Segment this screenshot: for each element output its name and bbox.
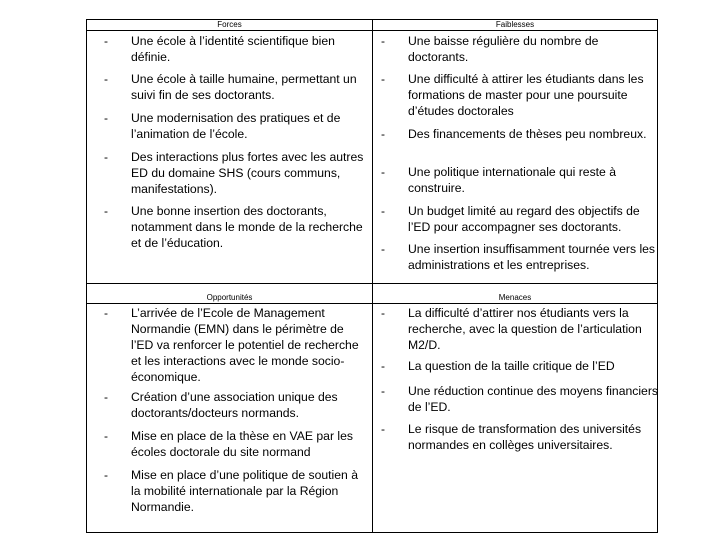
forces-item: Une école à taille humaine, permettant un suivi fin de ses doctorants. [131, 72, 357, 102]
faiblesses-item: Une politique internationale qui reste à construire. [408, 165, 617, 195]
bullet-dash: - [104, 390, 108, 404]
bullet-dash: - [381, 359, 385, 373]
menaces-header: Menaces [373, 293, 657, 304]
faiblesses-header: Faiblesses [373, 20, 657, 31]
bullet-dash: - [104, 429, 108, 443]
bullet-dash: - [104, 111, 108, 125]
forces-item: Des interactions plus fortes avec les autres ED du domaine SHS (cours communs, manifestations). [131, 150, 364, 196]
bullet-dash: - [381, 72, 385, 86]
menaces-item: Une réduction continue des moyens financiers de l’ED. [408, 384, 658, 414]
faiblesses-item: Une difficulté à attirer les étudiants dans les formations de master pour une poursuite d’études doctorales [408, 72, 644, 118]
row-divider [86, 283, 658, 284]
opportunites-item: Mise en place d’une politique de soutien à la mobilité internationale par la Région Normandie. [131, 468, 358, 514]
bullet-dash: - [381, 165, 385, 179]
bullet-dash: - [104, 204, 108, 218]
faiblesses-item: Une baisse régulière du nombre de doctorants. [408, 34, 599, 64]
bullet-dash: - [104, 72, 108, 86]
column-divider [372, 19, 373, 533]
menaces-item: La question de la taille critique de l’ED [408, 359, 615, 373]
opportunites-item: Création d’une association unique des doctorants/docteurs normands. [131, 390, 338, 420]
menaces-item: Le risque de transformation des universités normandes en collèges universitaires. [408, 422, 642, 452]
bullet-dash: - [104, 150, 108, 164]
faiblesses-item: Un budget limité au regard des objectifs de l’ED pour accompagner ses doctorants. [408, 204, 640, 234]
bullet-dash: - [381, 242, 385, 256]
forces-item: Une modernisation des pratiques et de l’animation de l’école. [131, 111, 341, 141]
faiblesses-item: Une insertion insuffisamment tournée vers les administrations et les entreprises. [408, 242, 656, 272]
bullet-dash: - [381, 306, 385, 320]
bullet-dash: - [381, 204, 385, 218]
opportunites-item: Mise en place de la thèse en VAE par les écoles doctorale du site normand [131, 429, 353, 459]
faiblesses-item: Des financements de thèses peu nombreux. [408, 127, 647, 141]
opportunites-item: L’arrivée de l’Ecole de Management Normandie (EMN) dans le périmètre de l’ED va renforcer le potentiel de recherche et les interactions avec le monde socio-économique. [131, 306, 359, 384]
bullet-dash: - [381, 384, 385, 398]
bullet-dash: - [104, 34, 108, 48]
opportunites-header: Opportunités [87, 293, 372, 304]
bullet-dash: - [104, 468, 108, 482]
bullet-dash: - [104, 306, 108, 320]
forces-item: Une bonne insertion des doctorants, notamment dans le monde de la recherche et de l’éducation. [131, 204, 363, 250]
forces-header: Forces [87, 20, 372, 31]
bullet-dash: - [381, 127, 385, 141]
bullet-dash: - [381, 34, 385, 48]
forces-item: Une école à l’identité scientifique bien définie. [131, 34, 335, 64]
menaces-item: La difficulté d’attirer nos étudiants vers la recherche, avec la question de l’articulation M2/D. [408, 306, 642, 352]
bullet-dash: - [381, 422, 385, 436]
